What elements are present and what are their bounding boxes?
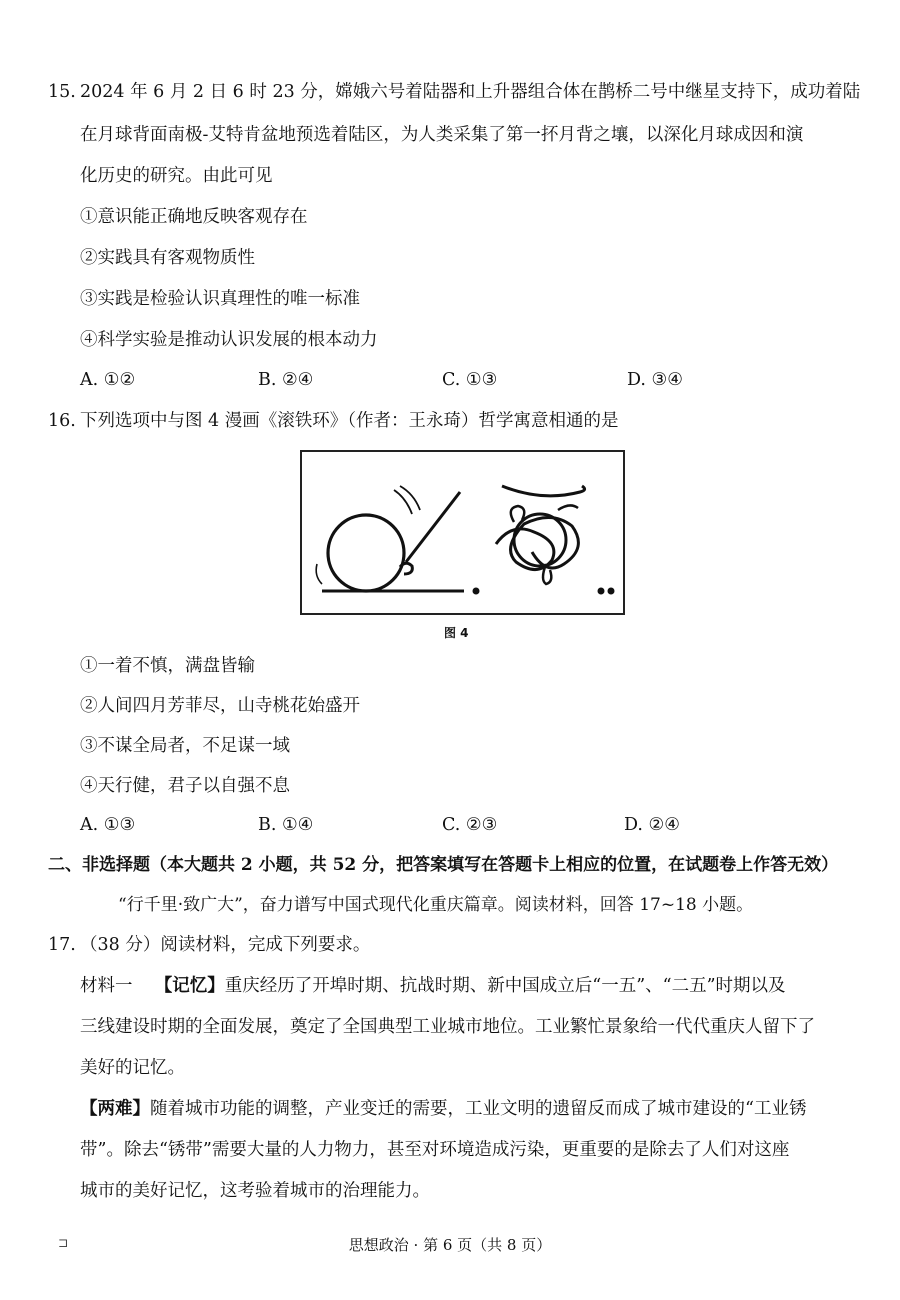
q17-number: 17. [48, 935, 76, 955]
q17-material1-line3: 美好的记忆。 [80, 1058, 185, 1078]
q15-item-2: ②实践具有客观物质性 [80, 248, 255, 268]
dot [608, 588, 615, 595]
q17-stem: （38 分）阅读材料，完成下列要求。 [80, 935, 371, 955]
q15-option-d[interactable]: D. ③④ [627, 370, 683, 390]
motion-line [316, 564, 322, 584]
corner-mark: ⊐ [58, 1236, 69, 1250]
section2-heading: 二、非选择题（本大题共 2 小题，共 52 分，把答案填写在答题卡上相应的位置，在试题卷上作答无效） [48, 855, 839, 875]
material1-tag: 【记忆】 [154, 976, 225, 996]
q16-option-a[interactable]: A. ①③ [80, 815, 136, 835]
q16-item-4: ④天行健，君子以自强不息 [80, 776, 290, 796]
stick-left [406, 492, 460, 562]
q16-item-1: ①一着不慎，满盘皆输 [80, 656, 255, 676]
tangled-stick [502, 486, 585, 496]
q17-material2-line2: 带”。除去“锈带”需要大量的人力物力，甚至对环境造成污染，更重要的是除去了人们对这座 [80, 1140, 790, 1160]
q16-option-d[interactable]: D. ②④ [624, 815, 680, 835]
q15-stem-line3: 化历史的研究。由此可见 [80, 166, 273, 186]
dot [473, 588, 480, 595]
q15-item-1: ①意识能正确地反映客观存在 [80, 207, 308, 227]
q15-item-4: ④科学实验是推动认识发展的根本动力 [80, 330, 378, 350]
q15-number: 15. [48, 82, 76, 102]
q15-item-3: ③实践是检验认识真理性的唯一标准 [80, 289, 360, 309]
dot [598, 588, 605, 595]
q17-material2-line1 [80, 1097, 806, 1121]
q17-material2-line3: 城市的美好记忆，这考验着城市的治理能力。 [80, 1181, 430, 1201]
q15-option-c[interactable]: C. ①③ [442, 370, 498, 390]
rolling-hoop-cartoon [302, 452, 623, 613]
page-footer: 思想政治 · 第 6 页（共 8 页） [348, 1236, 552, 1254]
material1-text-1: 重庆经历了开埠时期、抗战时期、新中国成立后“一五”、“二五”时期以及 [224, 976, 786, 996]
q15-option-b[interactable]: B. ②④ [258, 370, 314, 390]
tangle-loop [511, 506, 524, 522]
material1-label: 材料一 [80, 976, 133, 996]
q16-option-b[interactable]: B. ①④ [258, 815, 314, 835]
material2-text-1: 随着城市功能的调整，产业变迁的需要，工业文明的遗留反而成了城市建设的“工业锈 [150, 1099, 807, 1119]
q15-option-a[interactable]: A. ①② [80, 370, 136, 390]
section2-intro: “行千里·致广大”，奋力谱写中国式现代化重庆篇章。阅读材料，回答 17~18 小题。 [118, 895, 754, 915]
q17-material1-line1 [80, 974, 786, 998]
cartoon-figure [300, 450, 625, 615]
q16-item-2: ②人间四月芳菲尽，山寺桃花始盛开 [80, 696, 360, 716]
q15-stem-line1: 2024 年 6 月 2 日 6 时 23 分，嫦娥六号着陆器和上升器组合体在鹊桥二号中继星支持下，成功着陆 [80, 82, 861, 102]
tangle-loop [558, 505, 578, 510]
q16-number: 16. [48, 411, 76, 431]
hoop-right [514, 514, 566, 566]
figure-caption: 图 4 [444, 626, 469, 640]
q16-stem: 下列选项中与图 4 漫画《滚铁环》（作者：王永琦）哲学寓意相通的是 [80, 411, 619, 431]
q16-item-3: ③不谋全局者，不足谋一域 [80, 736, 290, 756]
hoop-left [328, 515, 404, 591]
q15-stem-line2: 在月球背面南极-艾特肯盆地预选着陆区，为人类采集了第一抔月背之壤，以深化月球成因和演 [80, 125, 804, 145]
q17-material1-line2: 三线建设时期的全面发展，奠定了全国典型工业城市地位。工业繁忙景象给一代代重庆人留下了 [80, 1017, 815, 1037]
material2-tag: 【两难】 [80, 1099, 150, 1119]
q16-option-c[interactable]: C. ②③ [442, 815, 498, 835]
